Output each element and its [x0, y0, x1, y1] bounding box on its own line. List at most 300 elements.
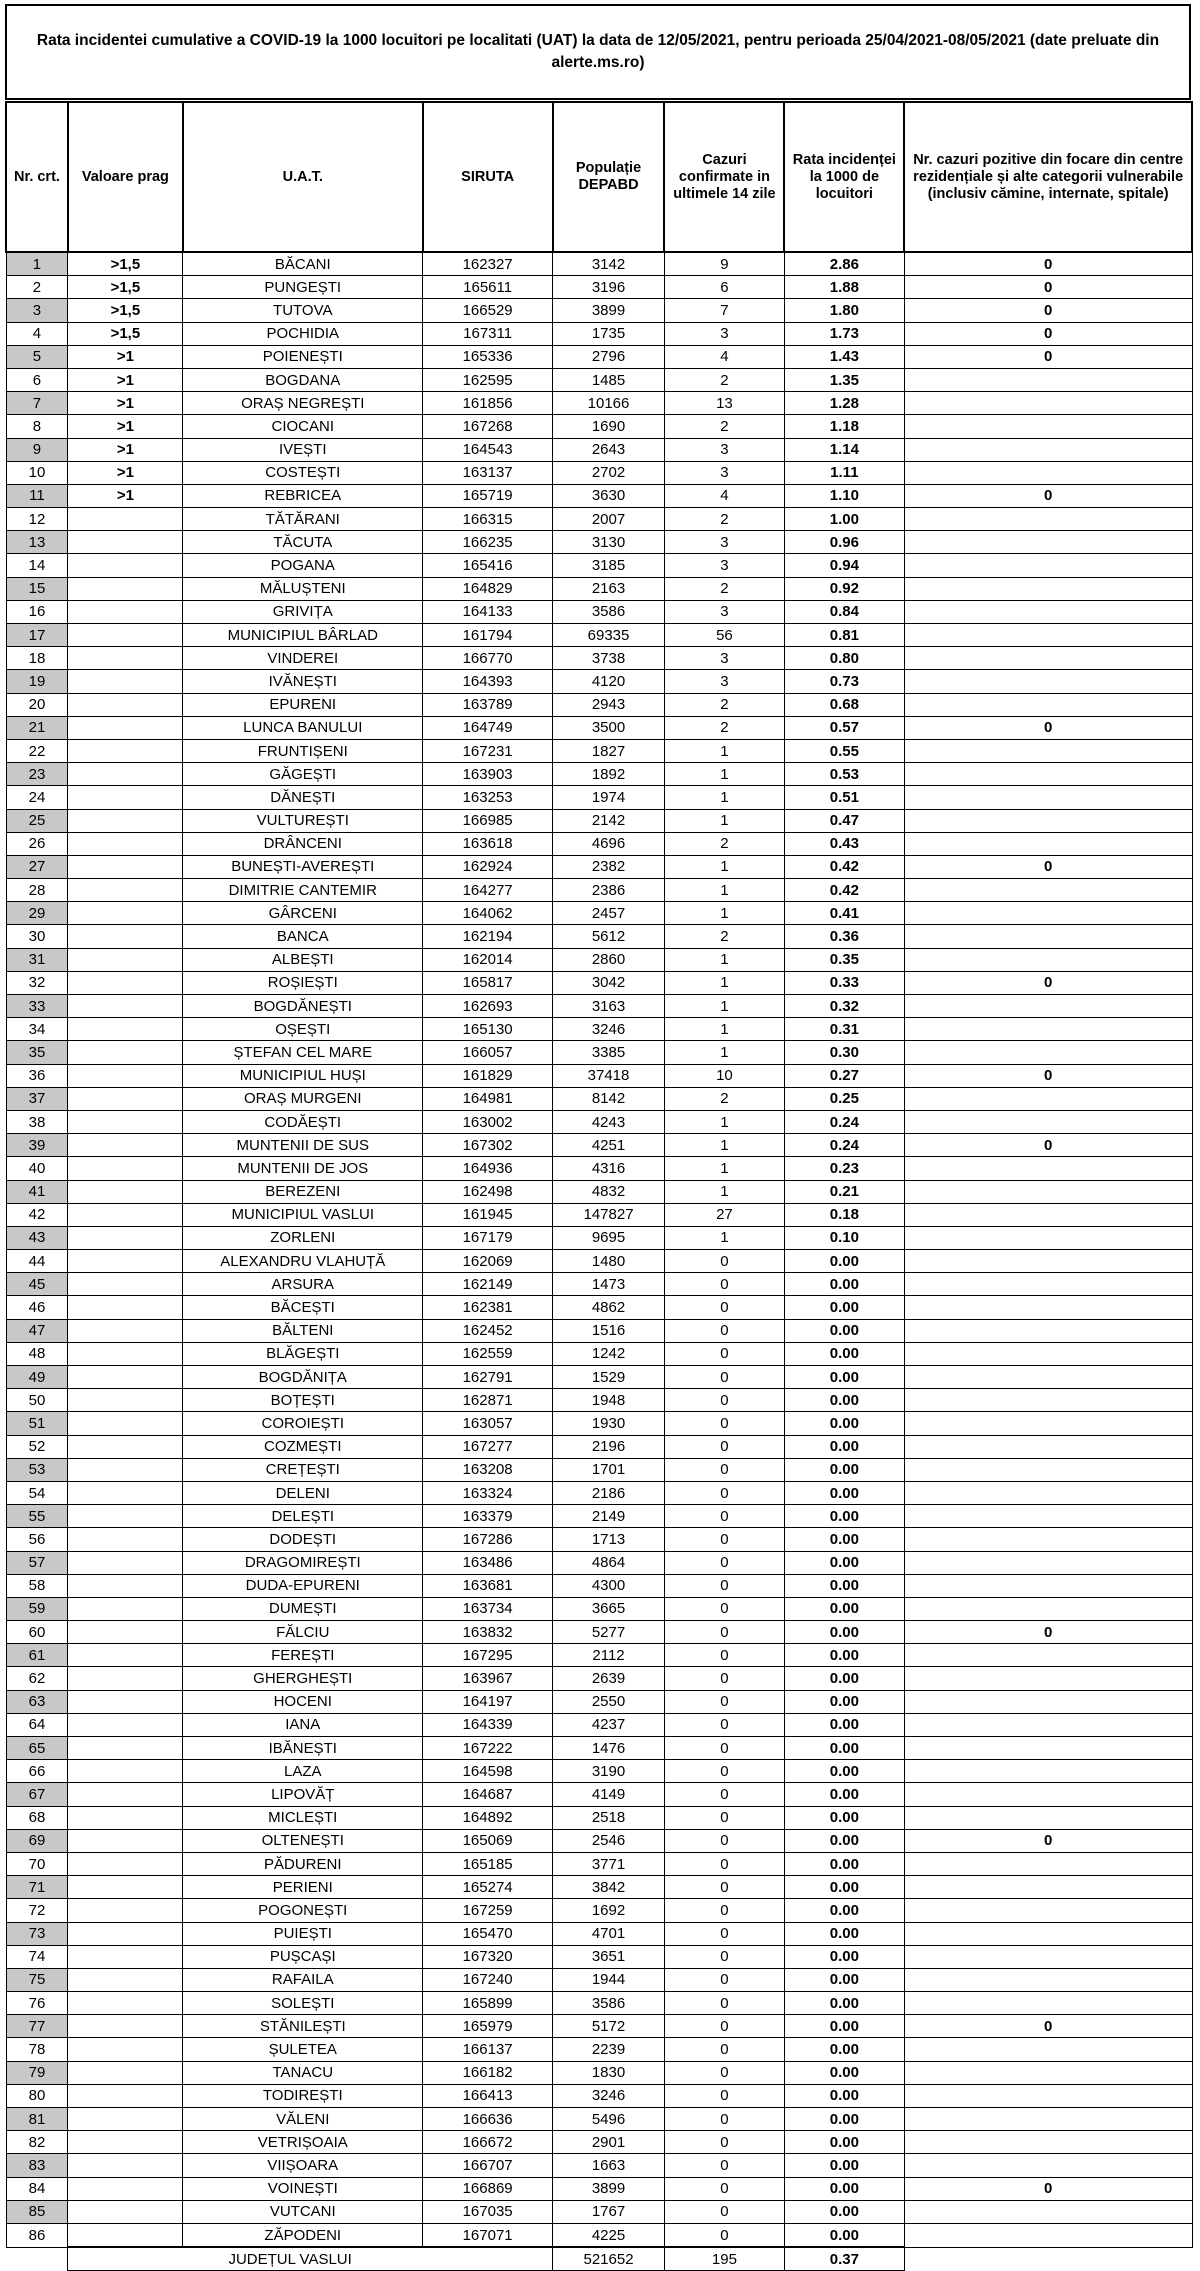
table-row	[6, 461, 1192, 484]
cell-rata: 0.18	[784, 1203, 904, 1226]
cell-siruta: 162871	[423, 1389, 553, 1412]
cell-populatie: 1944	[553, 1968, 665, 1991]
cell-focare	[904, 1366, 1192, 1389]
cell-rata: 0.00	[784, 1899, 904, 1922]
cell-focare	[904, 1458, 1192, 1481]
cell-uat: DELENI	[183, 1481, 423, 1504]
cell-uat: DRÂNCENI	[183, 832, 423, 855]
cell-prag: >1	[68, 368, 183, 391]
table-row	[6, 1296, 1192, 1319]
cell-focare	[904, 1945, 1192, 1968]
cell-rata: 0.00	[784, 1876, 904, 1899]
cell-rata: 0.00	[784, 2154, 904, 2177]
table-row	[6, 1041, 1192, 1064]
table-row	[6, 508, 1192, 531]
table-row	[6, 1829, 1192, 1852]
cell-cazuri: 0	[664, 2084, 784, 2107]
cell-siruta: 167295	[423, 1644, 553, 1667]
cell-populatie: 4864	[553, 1551, 665, 1574]
cell-rata: 0.73	[784, 670, 904, 693]
cell-cazuri: 2	[664, 1087, 784, 1110]
cell-nr: 50	[6, 1389, 68, 1412]
table-row	[6, 971, 1192, 994]
cell-cazuri: 1	[664, 739, 784, 762]
cell-uat: TĂCUTA	[183, 531, 423, 554]
cell-cazuri: 6	[664, 276, 784, 299]
cell-uat: DUMEȘTI	[183, 1597, 423, 1620]
cell-populatie: 1480	[553, 1250, 665, 1273]
table-row	[6, 1366, 1192, 1389]
cell-siruta: 167311	[423, 322, 553, 345]
cell-prag	[68, 1389, 183, 1412]
cell-cazuri: 0	[664, 1366, 784, 1389]
cell-cazuri: 1	[664, 995, 784, 1018]
cell-uat: ZĂPODENI	[183, 2223, 423, 2247]
cell-rata: 0.00	[784, 2061, 904, 2084]
total-blank-cell	[6, 2247, 68, 2271]
cell-uat: GÂRCENI	[183, 902, 423, 925]
report-title: Rata incidentei cumulative a COVID-19 la 1000 locuitori pe localitati (UAT) la data de 12/05/2021, pentru perioada 25/04/2021-08/05/2021 (date preluate din alerte.ms.ro)	[5, 4, 1191, 100]
cell-cazuri: 0	[664, 1922, 784, 1945]
col-header-prag: Valoare prag	[68, 102, 183, 252]
table-row	[6, 2038, 1192, 2061]
cell-nr: 75	[6, 1968, 68, 1991]
cell-cazuri: 0	[664, 1899, 784, 1922]
cell-rata: 0.81	[784, 624, 904, 647]
cell-uat: BOGDANA	[183, 368, 423, 391]
cell-prag	[68, 600, 183, 623]
cell-focare	[904, 2108, 1192, 2131]
cell-populatie: 3738	[553, 647, 665, 670]
cell-nr: 14	[6, 554, 68, 577]
total-population: 521652	[553, 2247, 665, 2271]
cell-cazuri: 3	[664, 647, 784, 670]
cell-siruta: 162452	[423, 1319, 553, 1342]
cell-populatie: 4300	[553, 1574, 665, 1597]
cell-uat: TĂTĂRANI	[183, 508, 423, 531]
cell-nr: 25	[6, 809, 68, 832]
cell-populatie: 69335	[553, 624, 665, 647]
cell-cazuri: 0	[664, 1505, 784, 1528]
cell-cazuri: 0	[664, 1876, 784, 1899]
table-row	[6, 554, 1192, 577]
cell-cazuri: 1	[664, 855, 784, 878]
cell-focare	[904, 1783, 1192, 1806]
cell-rata: 1.28	[784, 392, 904, 415]
cell-focare	[904, 2131, 1192, 2154]
cell-prag: >1	[68, 484, 183, 507]
cell-cazuri: 0	[664, 1412, 784, 1435]
cell-nr: 11	[6, 484, 68, 507]
cell-rata: 0.92	[784, 577, 904, 600]
cell-rata: 0.00	[784, 1551, 904, 1574]
cell-populatie: 1473	[553, 1273, 665, 1296]
cell-prag: >1	[68, 438, 183, 461]
cell-cazuri: 3	[664, 322, 784, 345]
cell-rata: 0.55	[784, 739, 904, 762]
cell-nr: 43	[6, 1226, 68, 1249]
cell-populatie: 1242	[553, 1342, 665, 1365]
cell-siruta: 166137	[423, 2038, 553, 2061]
incidence-table	[5, 101, 1193, 2271]
cell-rata: 1.14	[784, 438, 904, 461]
cell-populatie: 4225	[553, 2223, 665, 2247]
table-row	[6, 2108, 1192, 2131]
cell-siruta: 165470	[423, 1922, 553, 1945]
cell-uat: ORAȘ NEGREȘTI	[183, 392, 423, 415]
total-rate: 0.37	[784, 2247, 904, 2271]
cell-prag	[68, 902, 183, 925]
table-row	[6, 345, 1192, 368]
cell-focare: 0	[904, 1621, 1192, 1644]
cell-prag	[68, 1690, 183, 1713]
cell-uat: BOGDĂNIȚA	[183, 1366, 423, 1389]
cell-uat: ȘULETEA	[183, 2038, 423, 2061]
cell-rata: 2.86	[784, 252, 904, 276]
col-header-focare: Nr. cazuri pozitive din focare din centre rezidențiale și alte categorii vulnerabile (inclusiv cămine, internate, spitale)	[904, 102, 1192, 252]
table-row	[6, 322, 1192, 345]
cell-prag	[68, 995, 183, 1018]
cell-cazuri: 7	[664, 299, 784, 322]
cell-rata: 0.42	[784, 855, 904, 878]
table-row	[6, 2084, 1192, 2107]
cell-populatie: 1767	[553, 2200, 665, 2223]
cell-siruta: 162791	[423, 1366, 553, 1389]
cell-siruta: 165979	[423, 2015, 553, 2038]
cell-rata: 0.00	[784, 1574, 904, 1597]
cell-prag	[68, 2200, 183, 2223]
cell-populatie: 3586	[553, 1992, 665, 2015]
cell-siruta: 162149	[423, 1273, 553, 1296]
cell-siruta: 166529	[423, 299, 553, 322]
cell-prag	[68, 1713, 183, 1736]
table-row	[6, 1690, 1192, 1713]
cell-focare	[904, 879, 1192, 902]
cell-populatie: 3586	[553, 600, 665, 623]
cell-populatie: 1735	[553, 322, 665, 345]
cell-prag	[68, 1760, 183, 1783]
cell-focare: 0	[904, 276, 1192, 299]
cell-uat: BUNEȘTI-AVEREȘTI	[183, 855, 423, 878]
cell-focare	[904, 577, 1192, 600]
cell-focare	[904, 832, 1192, 855]
cell-populatie: 147827	[553, 1203, 665, 1226]
cell-focare	[904, 1922, 1192, 1945]
cell-focare: 0	[904, 1064, 1192, 1087]
cell-prag	[68, 2131, 183, 2154]
cell-populatie: 3196	[553, 276, 665, 299]
cell-rata: 0.00	[784, 1505, 904, 1528]
cell-prag: >1,5	[68, 276, 183, 299]
cell-rata: 0.00	[784, 1528, 904, 1551]
cell-nr: 65	[6, 1737, 68, 1760]
cell-nr: 38	[6, 1110, 68, 1133]
table-row	[6, 2131, 1192, 2154]
cell-cazuri: 2	[664, 508, 784, 531]
cell-populatie: 3899	[553, 299, 665, 322]
cell-focare	[904, 1412, 1192, 1435]
cell-nr: 26	[6, 832, 68, 855]
table-row	[6, 1644, 1192, 1667]
cell-siruta: 165817	[423, 971, 553, 994]
table-row	[6, 902, 1192, 925]
cell-focare	[904, 392, 1192, 415]
cell-uat: ALEXANDRU VLAHUȚĂ	[183, 1250, 423, 1273]
cell-prag	[68, 1945, 183, 1968]
cell-siruta: 164829	[423, 577, 553, 600]
cell-rata: 0.53	[784, 763, 904, 786]
cell-nr: 16	[6, 600, 68, 623]
cell-populatie: 4696	[553, 832, 665, 855]
cell-nr: 72	[6, 1899, 68, 1922]
cell-rata: 0.94	[784, 554, 904, 577]
cell-prag	[68, 1644, 183, 1667]
cell-prag	[68, 624, 183, 647]
cell-populatie: 2382	[553, 855, 665, 878]
cell-siruta: 165719	[423, 484, 553, 507]
cell-uat: GRIVIȚA	[183, 600, 423, 623]
cell-siruta: 164892	[423, 1806, 553, 1829]
cell-siruta: 164981	[423, 1087, 553, 1110]
cell-nr: 37	[6, 1087, 68, 1110]
table-row	[6, 2061, 1192, 2084]
cell-cazuri: 56	[664, 624, 784, 647]
cell-populatie: 2860	[553, 948, 665, 971]
cell-uat: CIOCANI	[183, 415, 423, 438]
cell-cazuri: 2	[664, 577, 784, 600]
table-row	[6, 1458, 1192, 1481]
cell-prag	[68, 2015, 183, 2038]
cell-uat: SOLEȘTI	[183, 1992, 423, 2015]
cell-uat: ALBEȘTI	[183, 948, 423, 971]
cell-cazuri: 0	[664, 1481, 784, 1504]
table-row	[6, 299, 1192, 322]
cell-rata: 0.00	[784, 1945, 904, 1968]
cell-prag	[68, 1342, 183, 1365]
table-row	[6, 1203, 1192, 1226]
cell-prag	[68, 1992, 183, 2015]
cell-nr: 18	[6, 647, 68, 670]
cell-cazuri: 1	[664, 1226, 784, 1249]
table-header-row	[6, 102, 1192, 252]
cell-prag	[68, 1551, 183, 1574]
cell-focare	[904, 1876, 1192, 1899]
cell-uat: STĂNILEȘTI	[183, 2015, 423, 2038]
cell-cazuri: 2	[664, 832, 784, 855]
cell-nr: 29	[6, 902, 68, 925]
cell-rata: 1.35	[784, 368, 904, 391]
cell-populatie: 1701	[553, 1458, 665, 1481]
cell-rata: 0.00	[784, 1458, 904, 1481]
cell-siruta: 166770	[423, 647, 553, 670]
cell-uat: COZMEȘTI	[183, 1435, 423, 1458]
cell-uat: IVĂNEȘTI	[183, 670, 423, 693]
cell-uat: REBRICEA	[183, 484, 423, 507]
cell-siruta: 166315	[423, 508, 553, 531]
table-row	[6, 1110, 1192, 1133]
cell-nr: 4	[6, 322, 68, 345]
cell-uat: LUNCA BANULUI	[183, 716, 423, 739]
cell-populatie: 3246	[553, 2084, 665, 2107]
cell-populatie: 3142	[553, 252, 665, 276]
cell-siruta: 167259	[423, 1899, 553, 1922]
cell-uat: BOGDĂNEȘTI	[183, 995, 423, 1018]
cell-cazuri: 9	[664, 252, 784, 276]
cell-cazuri: 4	[664, 345, 784, 368]
table-row	[6, 252, 1192, 276]
cell-uat: CREȚEȘTI	[183, 1458, 423, 1481]
cell-uat: MUNICIPIUL HUȘI	[183, 1064, 423, 1087]
cell-siruta: 162327	[423, 252, 553, 276]
table-row	[6, 276, 1192, 299]
cell-uat: COROIEȘTI	[183, 1412, 423, 1435]
table-row	[6, 2200, 1192, 2223]
cell-rata: 0.36	[784, 925, 904, 948]
cell-cazuri: 0	[664, 2131, 784, 2154]
cell-rata: 0.23	[784, 1157, 904, 1180]
cell-focare	[904, 2154, 1192, 2177]
cell-siruta: 164133	[423, 600, 553, 623]
cell-populatie: 4832	[553, 1180, 665, 1203]
cell-focare	[904, 508, 1192, 531]
cell-populatie: 3842	[553, 1876, 665, 1899]
cell-cazuri: 0	[664, 2223, 784, 2247]
table-row	[6, 995, 1192, 1018]
table-row	[6, 2177, 1192, 2200]
cell-prag	[68, 1899, 183, 1922]
cell-populatie: 9695	[553, 1226, 665, 1249]
cell-nr: 63	[6, 1690, 68, 1713]
cell-rata: 1.43	[784, 345, 904, 368]
cell-cazuri: 1	[664, 948, 784, 971]
cell-siruta: 167035	[423, 2200, 553, 2223]
cell-uat: VUTCANI	[183, 2200, 423, 2223]
cell-prag	[68, 1203, 183, 1226]
cell-nr: 68	[6, 1806, 68, 1829]
cell-populatie: 2643	[553, 438, 665, 461]
cell-nr: 82	[6, 2131, 68, 2154]
cell-nr: 73	[6, 1922, 68, 1945]
table-row	[6, 1806, 1192, 1829]
cell-uat: PUNGEȘTI	[183, 276, 423, 299]
cell-populatie: 4237	[553, 1713, 665, 1736]
cell-siruta: 164936	[423, 1157, 553, 1180]
cell-focare	[904, 1968, 1192, 1991]
cell-cazuri: 1	[664, 902, 784, 925]
cell-uat: MĂLUȘTENI	[183, 577, 423, 600]
cell-populatie: 2639	[553, 1667, 665, 1690]
cell-prag	[68, 1041, 183, 1064]
cell-prag: >1,5	[68, 252, 183, 276]
cell-siruta: 163137	[423, 461, 553, 484]
cell-nr: 64	[6, 1713, 68, 1736]
cell-populatie: 4243	[553, 1110, 665, 1133]
cell-prag	[68, 1505, 183, 1528]
cell-cazuri: 27	[664, 1203, 784, 1226]
cell-uat: TODIREȘTI	[183, 2084, 423, 2107]
cell-nr: 32	[6, 971, 68, 994]
cell-populatie: 1830	[553, 2061, 665, 2084]
cell-nr: 46	[6, 1296, 68, 1319]
cell-nr: 62	[6, 1667, 68, 1690]
table-row	[6, 1992, 1192, 2015]
cell-prag	[68, 1829, 183, 1852]
cell-rata: 0.84	[784, 600, 904, 623]
table-row	[6, 809, 1192, 832]
cell-focare	[904, 763, 1192, 786]
cell-prag	[68, 1737, 183, 1760]
cell-siruta: 164062	[423, 902, 553, 925]
cell-focare	[904, 1087, 1192, 1110]
cell-cazuri: 0	[664, 1250, 784, 1273]
table-row	[6, 1968, 1192, 1991]
table-row	[6, 1389, 1192, 1412]
cell-populatie: 3630	[553, 484, 665, 507]
cell-focare	[904, 1737, 1192, 1760]
cell-nr: 80	[6, 2084, 68, 2107]
cell-siruta: 166707	[423, 2154, 553, 2177]
cell-focare	[904, 693, 1192, 716]
cell-focare	[904, 1435, 1192, 1458]
cell-focare: 0	[904, 855, 1192, 878]
cell-siruta: 166413	[423, 2084, 553, 2107]
cell-nr: 30	[6, 925, 68, 948]
table-row	[6, 484, 1192, 507]
total-label: JUDEȚUL VASLUI	[68, 2247, 553, 2271]
cell-rata: 1.10	[784, 484, 904, 507]
cell-rata: 0.42	[784, 879, 904, 902]
cell-populatie: 1827	[553, 739, 665, 762]
cell-populatie: 1690	[553, 415, 665, 438]
table-row	[6, 438, 1192, 461]
cell-cazuri: 0	[664, 1690, 784, 1713]
cell-siruta: 162498	[423, 1180, 553, 1203]
cell-cazuri: 0	[664, 1945, 784, 1968]
table-row	[6, 693, 1192, 716]
cell-rata: 0.00	[784, 1968, 904, 1991]
cell-rata: 0.27	[784, 1064, 904, 1087]
cell-cazuri: 0	[664, 1644, 784, 1667]
cell-uat: POGONEȘTI	[183, 1899, 423, 1922]
cell-uat: EPURENI	[183, 693, 423, 716]
cell-populatie: 3651	[553, 1945, 665, 1968]
cell-siruta: 162194	[423, 925, 553, 948]
cell-prag	[68, 2038, 183, 2061]
cell-focare	[904, 1992, 1192, 2015]
cell-siruta: 167222	[423, 1737, 553, 1760]
cell-prag	[68, 925, 183, 948]
cell-siruta: 165130	[423, 1018, 553, 1041]
cell-nr: 36	[6, 1064, 68, 1087]
cell-rata: 0.96	[784, 531, 904, 554]
cell-prag	[68, 1134, 183, 1157]
cell-populatie: 3246	[553, 1018, 665, 1041]
cell-rata: 0.00	[784, 1852, 904, 1875]
cell-rata: 1.00	[784, 508, 904, 531]
cell-uat: ZORLENI	[183, 1226, 423, 1249]
cell-uat: BĂCANI	[183, 252, 423, 276]
cell-siruta: 161829	[423, 1064, 553, 1087]
cell-prag	[68, 1528, 183, 1551]
cell-focare	[904, 1597, 1192, 1620]
cell-populatie: 5612	[553, 925, 665, 948]
cell-prag	[68, 855, 183, 878]
cell-siruta: 164197	[423, 1690, 553, 1713]
cell-siruta: 165416	[423, 554, 553, 577]
cell-uat: COSTEȘTI	[183, 461, 423, 484]
cell-nr: 84	[6, 2177, 68, 2200]
col-header-nr: Nr. crt.	[6, 102, 68, 252]
